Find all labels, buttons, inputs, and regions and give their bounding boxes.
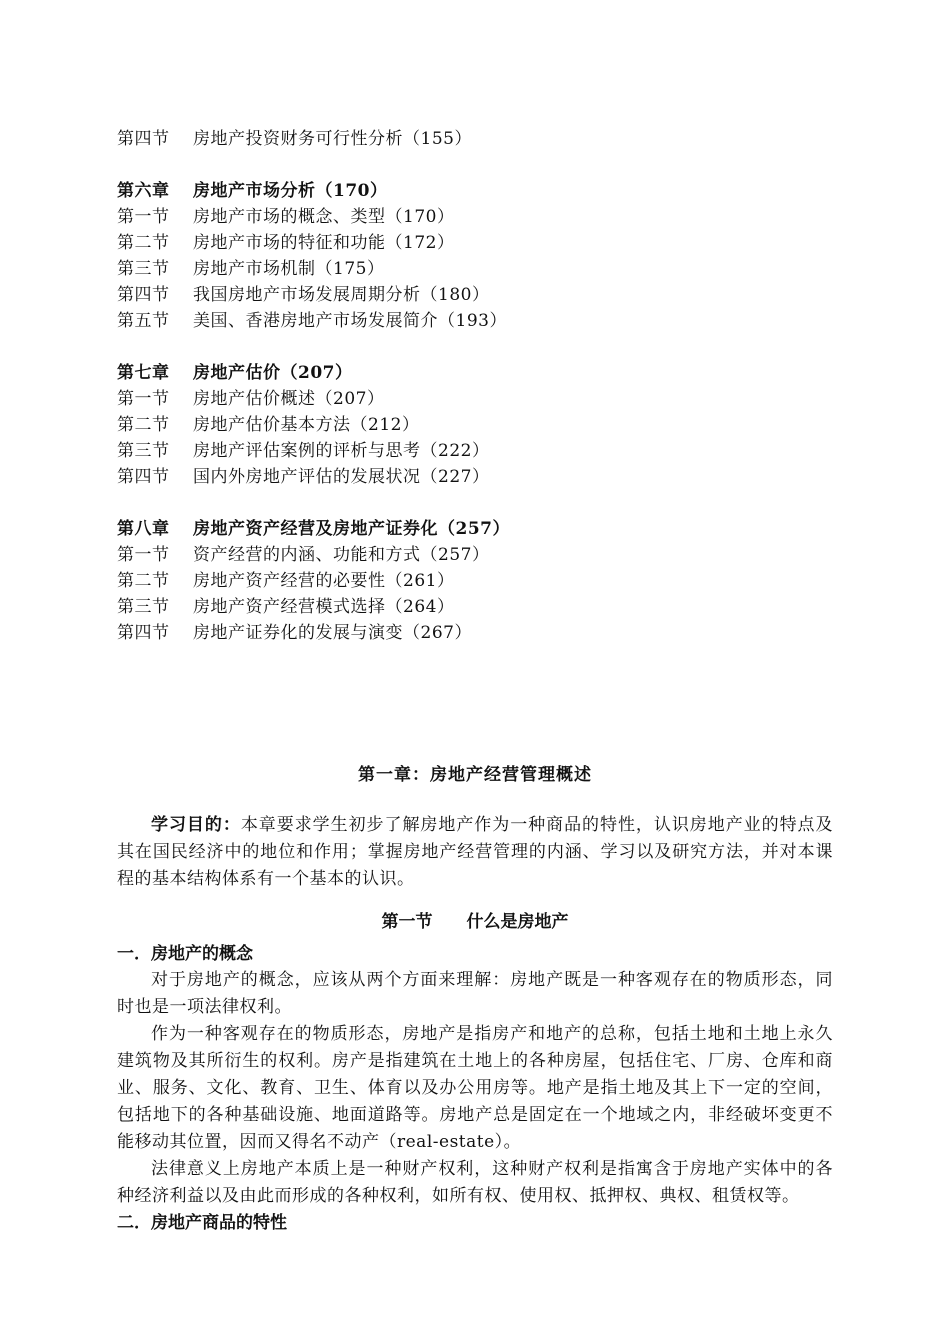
toc-entry	[117, 594, 837, 620]
toc-entry	[117, 438, 837, 464]
toc-chapter-heading	[117, 360, 837, 386]
paragraph: 作为一种客观存在的物质形态，房地产是指房产和地产的总称，包括土地和土地上永久建筑物及其所衍生的权利。房产是指建筑在土地上的各种房屋，包括住宅、厂房、仓库和商业、服务、文化、教育、卫生、体育以及办公用房等。地产是指土地及其上下一定的空间，包括地下的各种基础设施、地面道路等。房地产总是固定在一个地域之内，非经破坏变更不能移动其位置，因而又得名不动产（real-estate）。	[117, 1024, 833, 1152]
toc-entry	[117, 412, 837, 438]
subheading-characteristics: 二．房地产商品的特性	[117, 1213, 287, 1233]
chapter-title: 第一章：房地产经营管理概述	[358, 765, 592, 785]
toc-section-title: 房地产评估案例的评析与思考（222）	[193, 441, 490, 461]
toc-section-title: 房地产市场的概念、类型（170）	[193, 207, 455, 227]
toc-section-number: 第四节	[117, 467, 170, 487]
toc-entry	[117, 464, 837, 490]
table-of-contents	[117, 126, 837, 646]
learning-objective	[117, 812, 833, 893]
toc-chapter-title: 房地产估价（207）	[193, 363, 353, 383]
toc-chapter-number: 第六章	[117, 181, 170, 201]
toc-section-title: 房地产资产经营模式选择（264）	[193, 597, 455, 617]
paragraph: 法律意义上房地产本质上是一种财产权利，这种财产权利是指寓含于房地产实体中的各种经济利益以及由此而形成的各种权利，如所有权、使用权、抵押权、典权、租赁权等。	[117, 1159, 833, 1206]
toc-chapter-title: 房地产资产经营及房地产证券化（257）	[193, 519, 510, 539]
toc-chapter-heading	[117, 178, 837, 204]
toc-section-title: 房地产估价基本方法（212）	[193, 415, 420, 435]
subheading-concept: 一．房地产的概念	[117, 944, 253, 964]
toc-entry	[117, 126, 837, 152]
toc-entry	[117, 282, 837, 308]
section-name: 什么是房地产	[466, 912, 569, 932]
toc-section-number: 第二节	[117, 571, 170, 591]
toc-section-title: 房地产市场的特征和功能（172）	[193, 233, 455, 253]
toc-section-title: 房地产证券化的发展与演变（267）	[193, 623, 472, 643]
paragraph: 对于房地产的概念，应该从两个方面来理解：房地产既是一种客观存在的物质形态，同时也是一项法律权利。	[117, 970, 833, 1017]
toc-entry	[117, 230, 837, 256]
objective-text: 本章要求学生初步了解房地产作为一种商品的特性，认识房地产业的特点及其在国民经济中的地位和作用；掌握房地产经营管理的内涵、学习以及研究方法，并对本课程的基本结构体系有一个基本的认识。	[117, 815, 834, 889]
toc-section-number: 第一节	[117, 389, 170, 409]
toc-section-number: 第三节	[117, 441, 170, 461]
toc-section-title: 资产经营的内涵、功能和方式（257）	[193, 545, 490, 565]
toc-entry	[117, 620, 837, 646]
toc-section-number: 第四节	[117, 623, 170, 643]
toc-section-title: 房地产投资财务可行性分析（155）	[193, 129, 472, 149]
toc-section-title: 房地产估价概述（207）	[193, 389, 385, 409]
toc-section-number: 第四节	[117, 129, 170, 149]
section-number: 第一节	[381, 912, 433, 932]
toc-section-title: 国内外房地产评估的发展状况（227）	[193, 467, 490, 487]
toc-section-number: 第一节	[117, 207, 170, 227]
toc-chapter-title: 房地产市场分析（170）	[193, 181, 388, 201]
toc-section-number: 第四节	[117, 285, 170, 305]
toc-entry	[117, 568, 837, 594]
objective-label: 学习目的：	[151, 815, 241, 835]
toc-section-title: 美国、香港房地产市场发展简介（193）	[193, 311, 507, 331]
toc-entry	[117, 204, 837, 230]
toc-section-title: 我国房地产市场发展周期分析（180）	[193, 285, 490, 305]
toc-section-title: 房地产资产经营的必要性（261）	[193, 571, 455, 591]
toc-entry	[117, 308, 837, 334]
toc-entry	[117, 386, 837, 412]
toc-section-number: 第一节	[117, 545, 170, 565]
toc-chapter-heading	[117, 516, 837, 542]
toc-entry	[117, 256, 837, 282]
toc-chapter-number: 第八章	[117, 519, 170, 539]
toc-entry	[117, 542, 837, 568]
toc-section-number: 第二节	[117, 415, 170, 435]
section-title	[117, 903, 833, 941]
toc-section-title: 房地产市场机制（175）	[193, 259, 385, 279]
toc-section-number: 第三节	[117, 259, 170, 279]
toc-chapter-number: 第七章	[117, 363, 170, 383]
chapter-body	[117, 812, 833, 1236]
toc-section-number: 第二节	[117, 233, 170, 253]
toc-section-number: 第三节	[117, 597, 170, 617]
toc-section-number: 第五节	[117, 311, 170, 331]
